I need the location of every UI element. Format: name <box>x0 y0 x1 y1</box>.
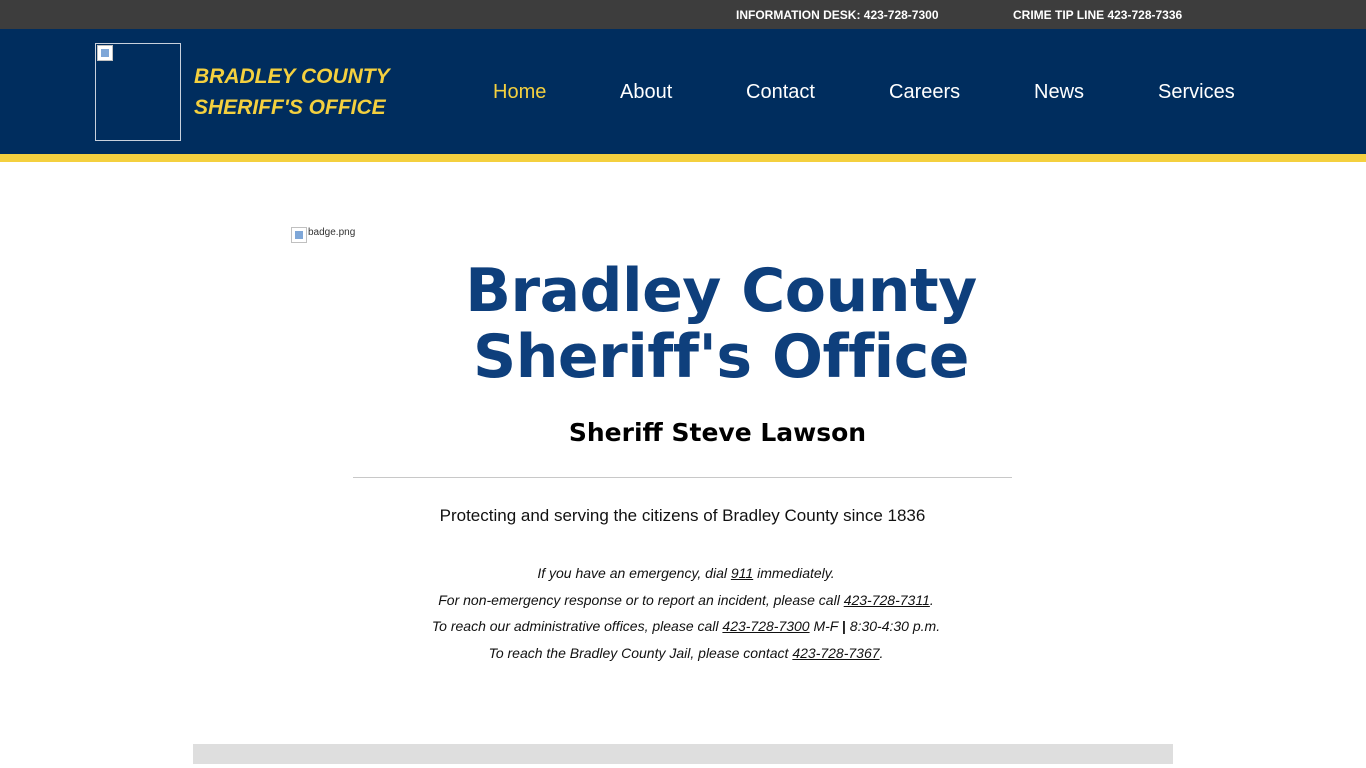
gray-section <box>193 744 1173 764</box>
nav-about[interactable]: About <box>620 81 673 103</box>
title-line-2: Sheriff's Office <box>473 322 969 392</box>
note-text: 8:30-4:30 p.m. <box>845 618 941 634</box>
main-content <box>0 162 1366 760</box>
note-text: M-F <box>809 618 842 634</box>
broken-image-icon <box>97 45 113 61</box>
note-text: . <box>879 644 884 661</box>
brand-line-2: SHERIFF'S OFFICE <box>194 96 386 119</box>
admin-phone-link[interactable]: 423-728-7300 <box>722 618 810 634</box>
crime-tip-line-phone: CRIME TIP LINE 423-728-7336 <box>1013 8 1183 22</box>
contact-notes <box>353 560 1019 666</box>
note-text: To reach our administrative offices, please call <box>431 618 723 634</box>
nav-home[interactable]: Home <box>493 81 547 103</box>
jail-phone-link[interactable]: 423-728-7367 <box>792 644 880 661</box>
divider <box>353 477 1012 478</box>
nav-services[interactable]: Services <box>1158 81 1235 103</box>
note-text: For non-emergency response or to report an incident, please call <box>438 591 844 608</box>
note-text: If you have an emergency, dial <box>537 565 731 581</box>
nav-careers[interactable]: Careers <box>889 81 961 103</box>
brand-line-1: BRADLEY COUNTY <box>194 65 390 88</box>
badge-alt-text: badge.png <box>308 227 356 238</box>
tagline: Protecting and serving the citizens of Bradley County since 1836 <box>439 506 926 525</box>
information-desk-phone: INFORMATION DESK: 423-728-7300 <box>736 8 939 22</box>
emergency-911-link[interactable]: 911 <box>730 565 754 581</box>
site-header <box>0 29 1366 162</box>
note-text: . <box>929 591 934 608</box>
nav-news[interactable]: News <box>1034 81 1085 103</box>
non-emergency-phone-link[interactable]: 423-728-7311 <box>843 591 930 608</box>
note-text: To reach the Bradley County Jail, please contact <box>488 644 793 661</box>
non-emergency-note <box>353 587 1019 614</box>
sheriff-name: Sheriff Steve Lawson <box>568 418 867 447</box>
admin-offices-note <box>353 613 1019 640</box>
nav-contact[interactable]: Contact <box>746 81 815 103</box>
broken-image-icon <box>291 227 307 243</box>
jail-note <box>353 640 1019 667</box>
logo-image[interactable] <box>95 43 181 141</box>
emergency-note <box>353 560 1019 587</box>
badge-image <box>291 227 355 243</box>
top-info-bar <box>0 0 1366 29</box>
note-text: immediately. <box>753 565 835 581</box>
separator: | <box>842 618 846 634</box>
brand-name[interactable] <box>194 61 390 123</box>
page-title <box>440 258 1002 390</box>
title-line-1: Bradley County <box>465 256 977 326</box>
